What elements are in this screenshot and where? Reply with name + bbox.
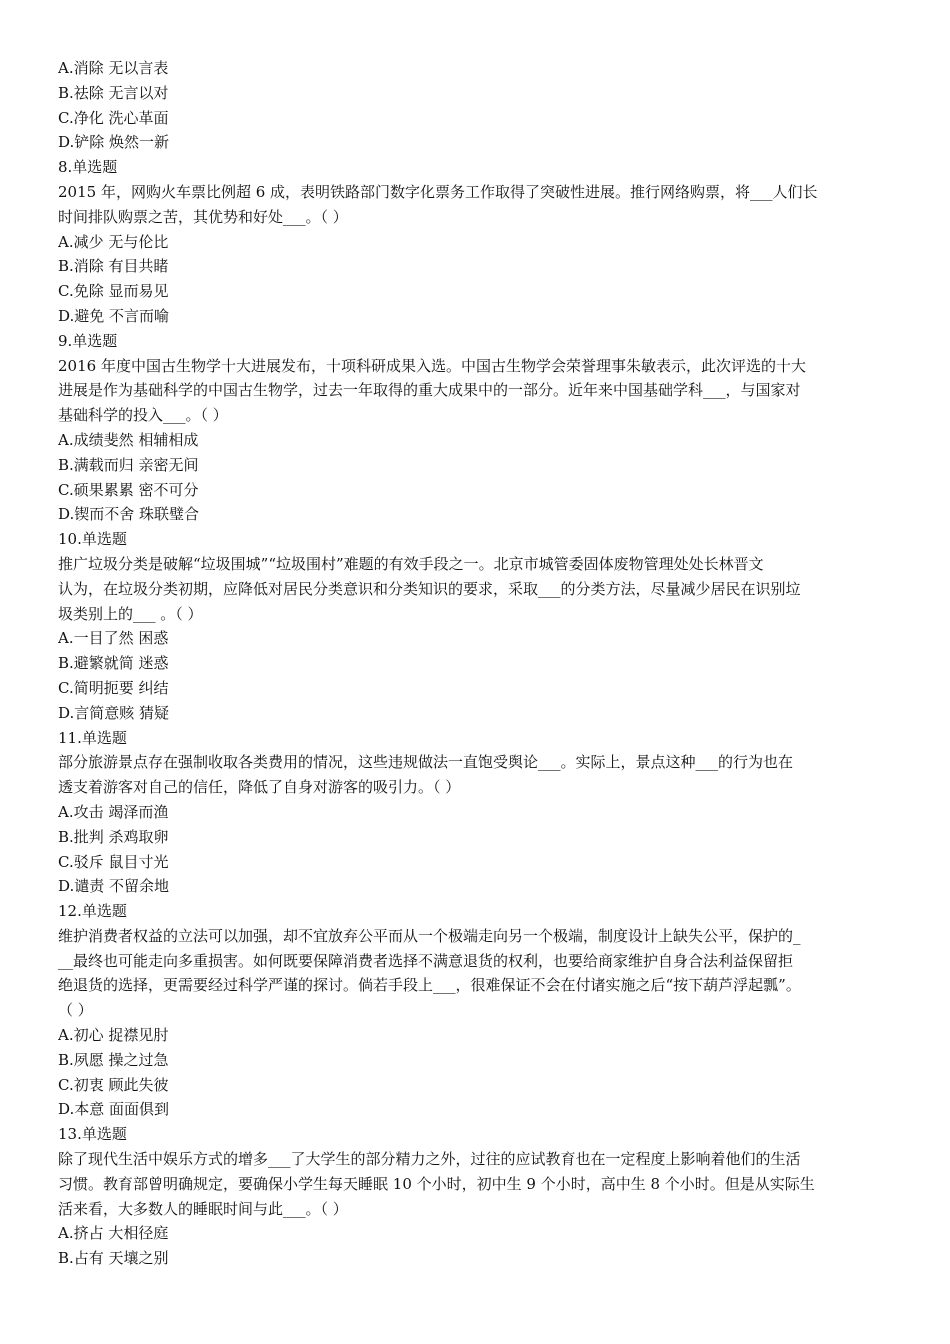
text-line: （ ） bbox=[58, 1001, 93, 1020]
text-line: A.攻击 竭泽而渔 bbox=[58, 802, 169, 821]
text-line: B.夙愿 操之过急 bbox=[58, 1050, 169, 1069]
text-line: 时间排队购票之苦，其优势和好处___。（ ） bbox=[58, 207, 348, 226]
text-line: C.简明扼要 纠结 bbox=[58, 678, 169, 697]
text-line: __最终也可能走向多重损害。如何既要保障消费者选择不满意退货的权利，也要给商家维护自身合法利益保留拒 bbox=[58, 951, 794, 970]
text-line: 2016 年度中国古生物学十大进展发布，十项科研成果入选。中国古生物学会荣誉理事朱敏表示，此次评选的十大 bbox=[58, 356, 806, 375]
text-line: D.本意 面面俱到 bbox=[58, 1100, 170, 1119]
text-line: A.一目了然 困惑 bbox=[58, 629, 169, 648]
text-line: C.驳斥 鼠目寸光 bbox=[58, 852, 169, 871]
text-line: B.祛除 无言以对 bbox=[58, 83, 169, 102]
text-line: 习惯。教育部曾明确规定，要确保小学生每天睡眠 10 个小时，初中生 9 个小时，高中生 8 个小时。但是从实际生 bbox=[58, 1174, 815, 1193]
text-line: D.锲而不舍 珠联璧合 bbox=[58, 505, 200, 524]
text-line: A.挤占 大相径庭 bbox=[58, 1224, 169, 1243]
text-line: 活来看，大多数人的睡眠时间与此___。（ ） bbox=[58, 1199, 348, 1218]
question-heading: 11.单选题 bbox=[58, 728, 127, 747]
text-line: 维护消费者权益的立法可以加强，却不宜放弃公平而从一个极端走向另一个极端，制度设计上缺失公平，保护的_ bbox=[58, 926, 801, 945]
text-line: D.言简意赅 猜疑 bbox=[58, 703, 170, 722]
question-heading: 9.单选题 bbox=[58, 331, 118, 350]
text-line: B.避繁就简 迷惑 bbox=[58, 654, 169, 673]
text-line: B.消除 有目共睹 bbox=[58, 257, 169, 276]
text-line: B.批判 杀鸡取卵 bbox=[58, 827, 169, 846]
text-line: A.减少 无与伦比 bbox=[58, 232, 169, 251]
text-line: B.占有 天壤之别 bbox=[58, 1249, 169, 1268]
text-line: C.净化 洗心革面 bbox=[58, 108, 169, 127]
document-page bbox=[58, 56, 892, 1271]
question-heading: 13.单选题 bbox=[58, 1125, 127, 1144]
text-line: D.铲除 焕然一新 bbox=[58, 133, 170, 152]
text-line: A.消除 无以言表 bbox=[58, 59, 169, 77]
text-line: 圾类别上的___ 。（ ） bbox=[58, 604, 203, 623]
text-line: C.初衷 顾此失彼 bbox=[58, 1075, 169, 1094]
text-line: B.满载而归 亲密无间 bbox=[58, 455, 199, 474]
text-line: 基础科学的投入___。（ ） bbox=[58, 406, 228, 425]
text-line: 绝退货的选择，更需要经过科学严谨的探讨。倘若手段上___，很难保证不会在付诸实施之后“按下葫芦浮起瓢”。 bbox=[58, 976, 801, 995]
question-heading: 10.单选题 bbox=[58, 530, 127, 549]
question-heading: 12.单选题 bbox=[58, 902, 127, 921]
text-line: 部分旅游景点存在强制收取各类费用的情况，这些违规做法一直饱受舆论___。实际上，景点这种___的行为也在 bbox=[58, 753, 794, 772]
text-line: 2015 年，网购火车票比例超 6 成，表明铁路部门数字化票务工作取得了突破性进展。推行网络购票，将___人们长 bbox=[58, 182, 818, 201]
text-line: D.谴责 不留余地 bbox=[58, 877, 170, 896]
text-line: C.硕果累累 密不可分 bbox=[58, 480, 199, 499]
text-line: 认为，在垃圾分类初期，应降低对居民分类意识和分类知识的要求，采取___的分类方法，尽量减少居民在识别垃 bbox=[58, 579, 801, 598]
question-heading: 8.单选题 bbox=[58, 158, 118, 177]
text-line: 除了现代生活中娱乐方式的增多___了大学生的部分精力之外，过往的应试教育也在一定程度上影响着他们的生活 bbox=[58, 1150, 801, 1169]
text-line: A.成绩斐然 相辅相成 bbox=[58, 430, 199, 449]
text-line: C.免除 显而易见 bbox=[58, 282, 169, 301]
text-line: 推广垃圾分类是破解“垃圾围城”“垃圾围村”难题的有效手段之一。北京市城管委固体废物管理处处长林晋文 bbox=[58, 554, 764, 573]
text-line: A.初心 捉襟见肘 bbox=[58, 1026, 169, 1045]
text-line: 进展是作为基础科学的中国古生物学，过去一年取得的重大成果中的一部分。近年来中国基础学科___，与国家对 bbox=[58, 381, 801, 400]
text-line: D.避免 不言而喻 bbox=[58, 306, 170, 325]
text-line: 透支着游客对自己的信任，降低了自身对游客的吸引力。（ ） bbox=[58, 778, 461, 797]
